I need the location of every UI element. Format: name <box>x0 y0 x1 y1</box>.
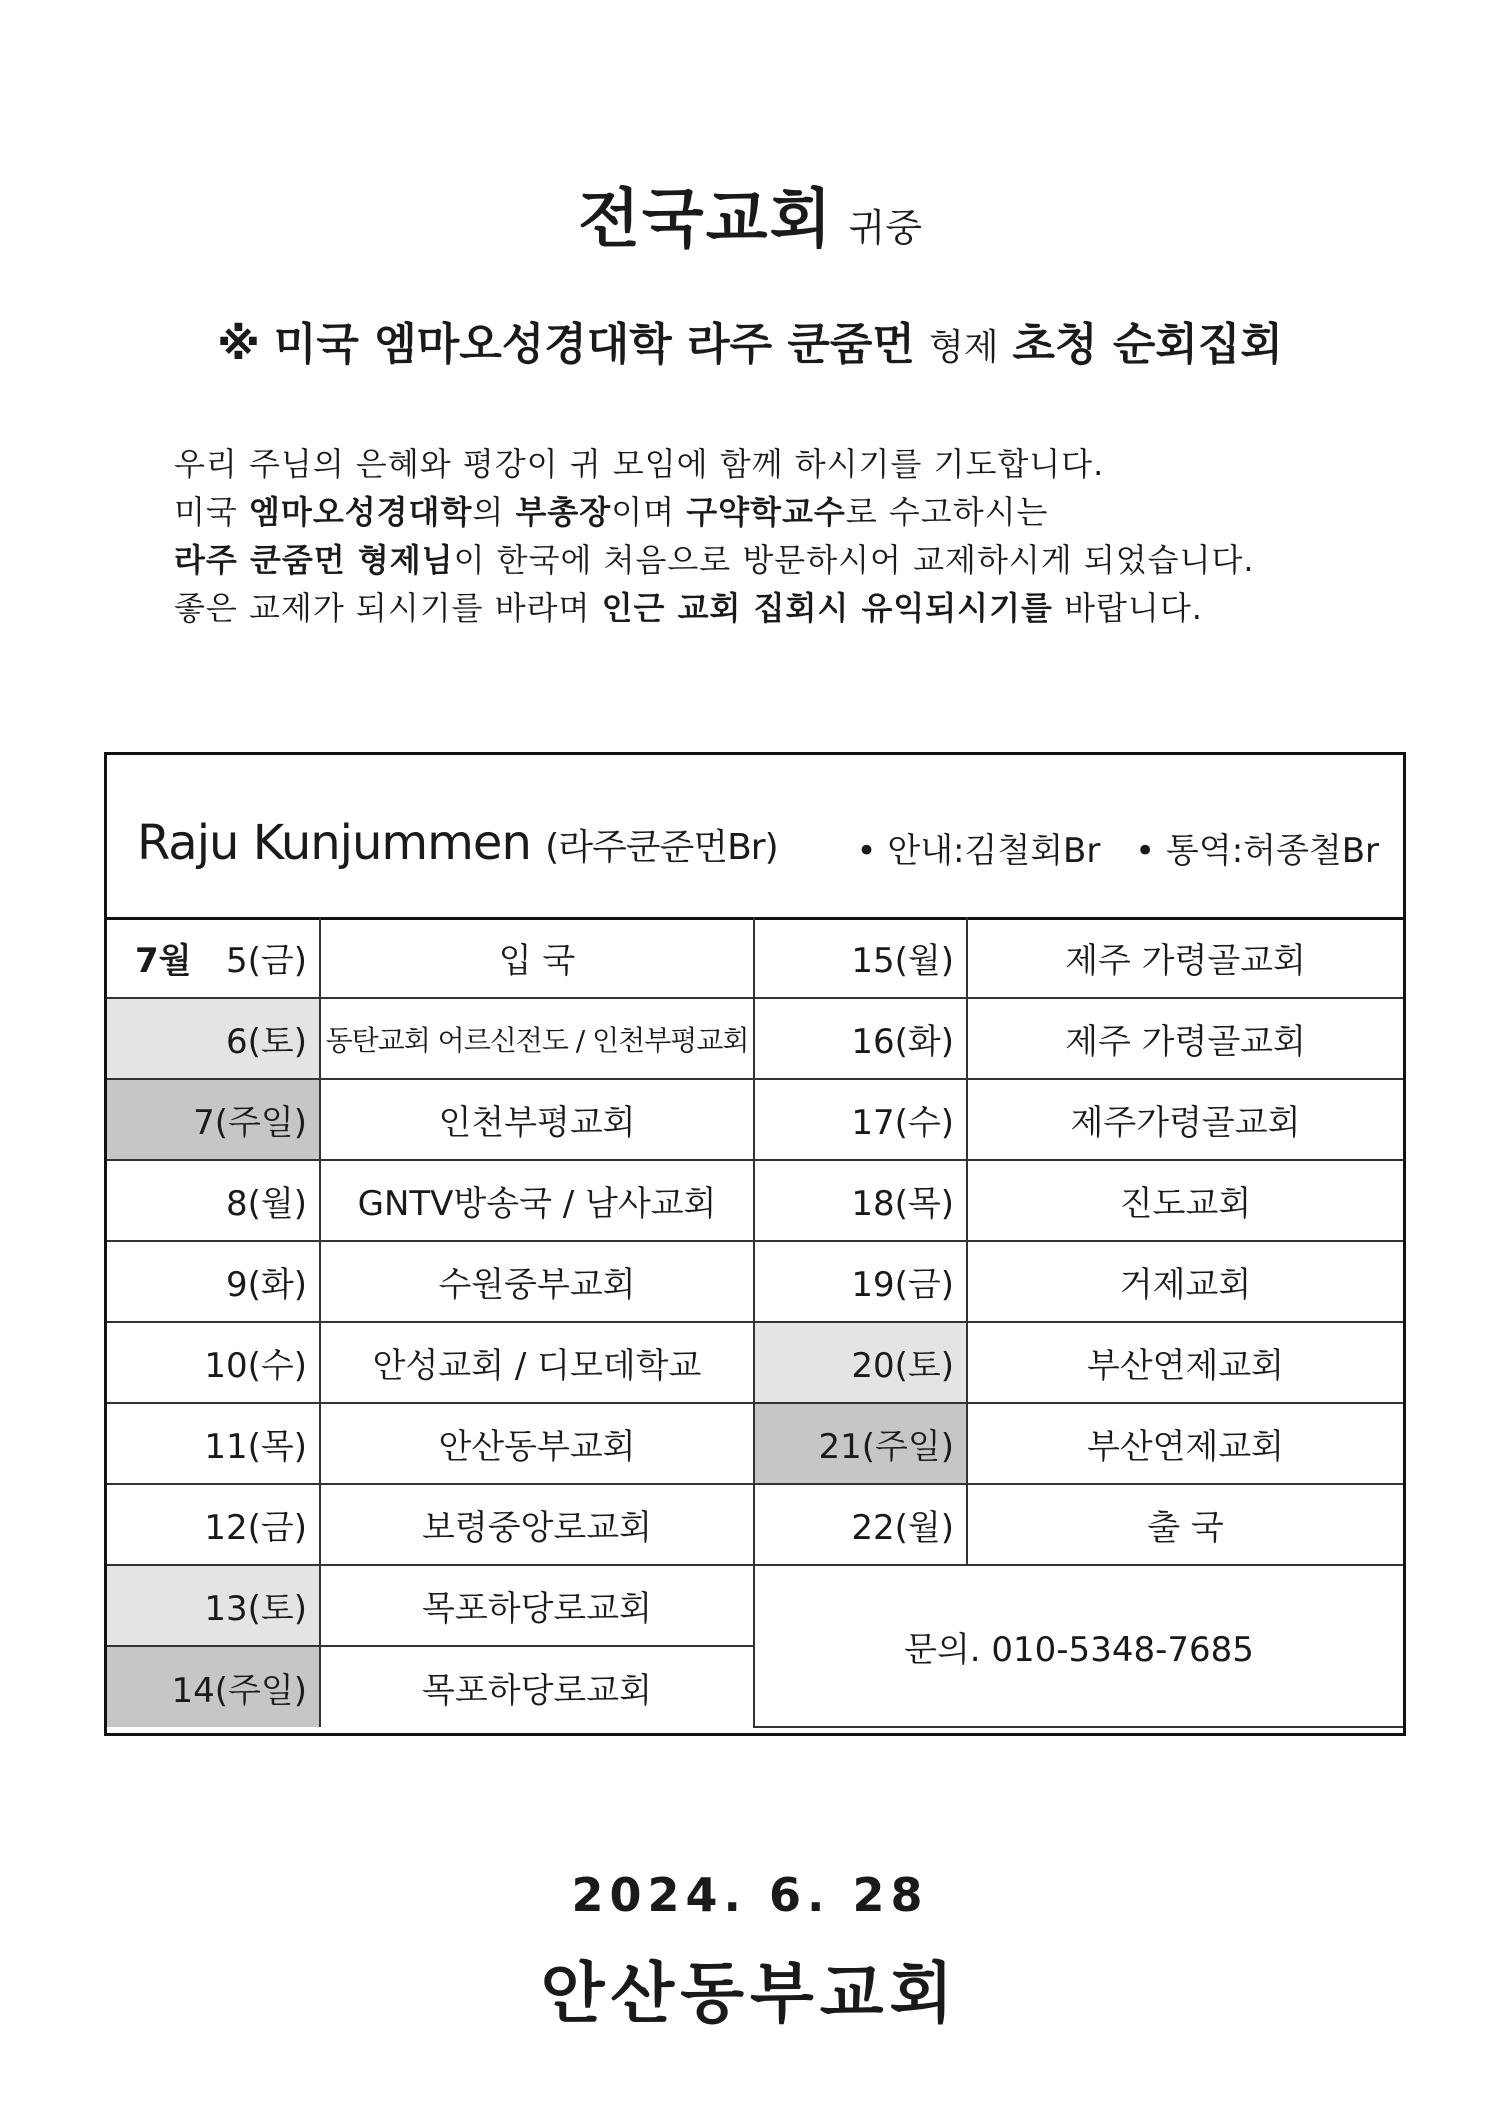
date-cell: 10(수) <box>107 1322 320 1403</box>
title-main: 전국교회 <box>578 183 834 257</box>
intro-text: 이며 <box>611 493 687 531</box>
place-cell: 안산동부교회 <box>320 1403 754 1484</box>
place-cell: 부산연제교회 <box>967 1403 1403 1484</box>
intro-emphasis: 부총장 <box>515 493 612 531</box>
table-row <box>107 1565 1403 1646</box>
table-row <box>107 998 1403 1079</box>
table-row <box>107 1484 1403 1565</box>
date-cell: 19(금) <box>754 1241 967 1322</box>
intro-line-1: 우리 주님의 은혜와 평강이 귀 모임에 함께 하시기를 기도합니다. <box>174 445 1105 483</box>
table-row <box>107 1403 1403 1484</box>
interpreter-label: • 통역:허종철Br <box>1135 831 1379 871</box>
schedule-table <box>107 917 1403 1728</box>
place-cell: 목포하당로교회 <box>320 1565 754 1646</box>
intro-text: 의 <box>472 493 516 531</box>
date-cell: 22(월) <box>754 1484 967 1565</box>
date-cell: 12(금) <box>107 1484 320 1565</box>
place-cell: 입 국 <box>320 917 754 998</box>
date-cell: 21(주일) <box>754 1403 967 1484</box>
guest-name <box>137 815 778 871</box>
month-label: 7월 <box>135 940 192 981</box>
intro-line-2 <box>174 488 1354 536</box>
table-row <box>107 1079 1403 1160</box>
date-cell <box>107 917 320 998</box>
subtitle-part1: 미국 엠마오성경대학 라주 쿤줌먼 <box>273 319 915 370</box>
date-cell: 18(목) <box>754 1160 967 1241</box>
intro-emphasis: 엠마오성경대학 <box>249 493 473 531</box>
subtitle-part2: 형제 <box>928 327 999 368</box>
date-text: 5(금) <box>225 940 307 981</box>
guide-label: • 안내:김철회Br <box>856 831 1101 871</box>
place-cell: 제주가령골교회 <box>967 1079 1403 1160</box>
place-cell: 안성교회 / 디모데학교 <box>320 1322 754 1403</box>
reference-mark: ※ <box>217 319 260 370</box>
date-cell: 7(주일) <box>107 1079 320 1160</box>
date-cell: 6(토) <box>107 998 320 1079</box>
date-cell: 9(화) <box>107 1241 320 1322</box>
intro-text: 이 한국에 처음으로 방문하시어 교제하시게 되었습니다. <box>453 541 1255 579</box>
church-name: 안산동부교회 <box>540 1955 960 2032</box>
place-cell: 동탄교회 어르신전도 / 인천부평교회 <box>320 998 754 1079</box>
guest-name-en: Raju Kunjummen <box>137 815 531 871</box>
subtitle-part3: 초청 순회집회 <box>1012 319 1283 370</box>
place-cell: 수원중부교회 <box>320 1241 754 1322</box>
document-date: 2024. 6. 28 <box>571 1868 929 1922</box>
document-subtitle <box>0 308 1500 372</box>
intro-line-4 <box>174 584 1354 632</box>
intro-text: 바랍니다. <box>1052 589 1203 627</box>
table-row <box>107 1322 1403 1403</box>
place-cell: 부산연제교회 <box>967 1322 1403 1403</box>
intro-text: 좋은 교제가 되시기를 바라며 <box>174 589 602 627</box>
title-suffix: 귀중 <box>848 206 922 250</box>
schedule-box <box>104 752 1406 1736</box>
table-row <box>107 917 1403 998</box>
staff-info <box>833 823 1380 872</box>
intro-line-3 <box>174 536 1354 584</box>
date-cell: 13(토) <box>107 1565 320 1646</box>
guest-name-ko: (라주쿤준먼Br) <box>545 827 778 868</box>
schedule-header <box>107 755 1403 920</box>
document-title <box>0 168 1500 260</box>
place-cell: GNTV방송국 / 남사교회 <box>320 1160 754 1241</box>
date-cell: 16(화) <box>754 998 967 1079</box>
place-cell: 제주 가령골교회 <box>967 998 1403 1079</box>
place-cell: 목포하당로교회 <box>320 1646 754 1727</box>
place-cell: 인천부평교회 <box>320 1079 754 1160</box>
table-row <box>107 1241 1403 1322</box>
place-cell: 진도교회 <box>967 1160 1403 1241</box>
date-cell: 14(주일) <box>107 1646 320 1727</box>
place-cell: 보령중앙로교회 <box>320 1484 754 1565</box>
intro-emphasis: 인근 교회 집회시 유익되시기를 <box>601 589 1053 627</box>
intro-text: 미국 <box>174 493 249 531</box>
date-cell: 8(월) <box>107 1160 320 1241</box>
intro-emphasis: 라주 쿤줌먼 형제님 <box>174 541 454 579</box>
place-cell: 출 국 <box>967 1484 1403 1565</box>
date-cell: 15(월) <box>754 917 967 998</box>
intro-text: 로 수고하시는 <box>845 493 1049 531</box>
intro-paragraph <box>174 440 1354 632</box>
date-cell: 20(토) <box>754 1322 967 1403</box>
date-cell: 11(목) <box>107 1403 320 1484</box>
contact-cell: 문의. 010-5348-7685 <box>754 1565 1403 1727</box>
place-cell: 제주 가령골교회 <box>967 917 1403 998</box>
date-cell: 17(수) <box>754 1079 967 1160</box>
place-cell: 거제교회 <box>967 1241 1403 1322</box>
table-row <box>107 1160 1403 1241</box>
intro-emphasis: 구약학교수 <box>686 493 846 531</box>
